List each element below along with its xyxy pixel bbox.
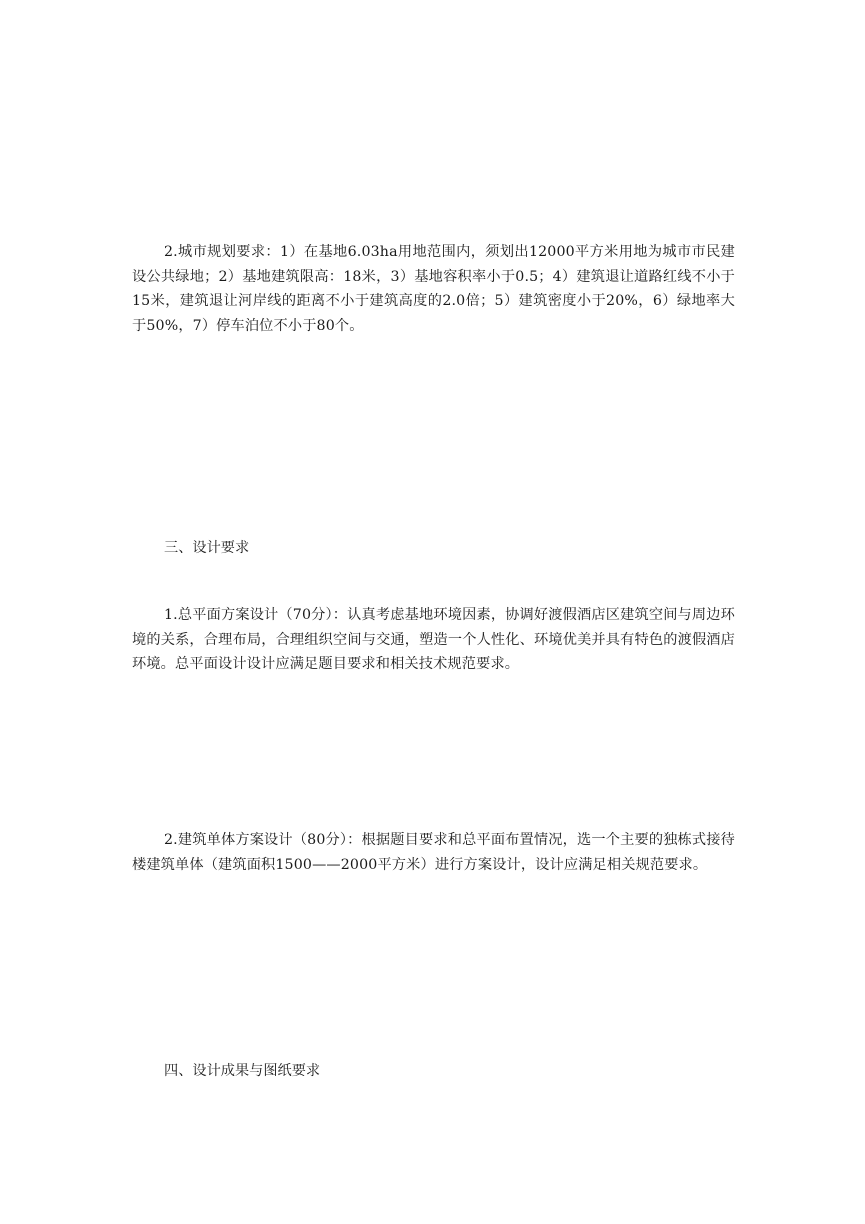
section-heading-design-requirements: 三、设计要求 [164, 540, 250, 556]
paragraph-building-design: 2.建筑单体方案设计（80分）：根据题目要求和总平面布置情况，选一个主要的独栋式接待楼建筑单体（建筑面积1500——2000平方米）进行方案设计，设计应满足相关规范要求。 [132, 832, 735, 873]
paragraph-site-plan-design: 1.总平面方案设计（70分）：认真考虑基地环境因素，协调好渡假酒店区建筑空间与周边环境的关系，合理布局，合理组织空间与交通，塑造一个人性化、环境优美并具有特色的渡假酒店环境。总平面设计设计应满足题目要求和相关技术规范要求。 [132, 607, 735, 672]
paragraph-urban-planning-requirements: 2.城市规划要求：1）在基地6.03ha用地范围内，须划出12000平方米用地为城市市民建设公共绿地；2）基地建筑限高：18米，3）基地容积率小于0.5；4）建筑退让道路红线不小于15米，建筑退让河岸线的距离不小于建筑高度的2.0倍；5）建筑密度小于20%，6）绿地率大于50%，7）停车泊位不小于80个。 [132, 244, 735, 334]
section-heading-deliverables: 四、设计成果与图纸要求 [164, 1063, 321, 1079]
